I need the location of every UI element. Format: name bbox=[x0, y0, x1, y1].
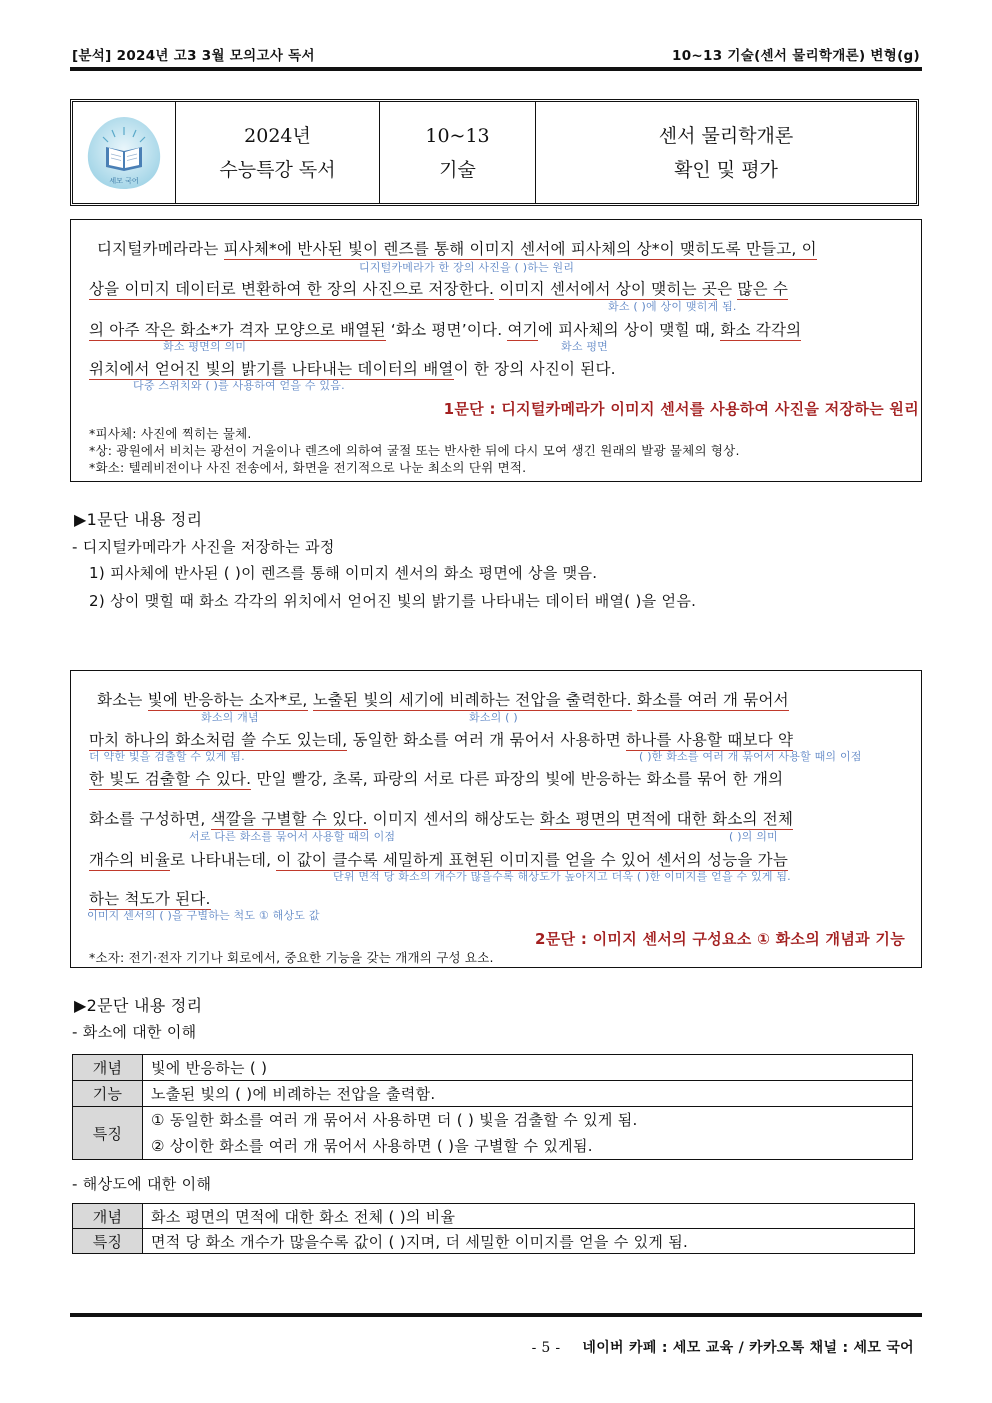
p1-note-3a: 화소 평면의 의미 bbox=[163, 340, 247, 353]
title-box bbox=[70, 99, 919, 206]
p1-underline: 이미지 센서에서 상이 맺히는 곳 bbox=[499, 280, 718, 298]
p2-line-1 bbox=[97, 688, 789, 710]
title-col-1-line-1: 2024년 bbox=[244, 124, 311, 147]
p1-text: 에 피사체의 상이 맺힐 때, bbox=[537, 321, 721, 339]
header-left: [분석] 2024년 고3 3월 모의고사 독서 bbox=[72, 48, 315, 64]
table-cell-line: ① 동일한 화소를 여러 개 묶어서 사용하면 더 ( ) 빛을 검출할 수 있게 됨. bbox=[151, 1111, 638, 1129]
p2-underline: 한 빛도 검출할 수 있다. bbox=[89, 770, 252, 788]
pixel-table bbox=[72, 1054, 913, 1160]
table-header-cell: 기능 bbox=[73, 1081, 143, 1107]
title-col-1 bbox=[176, 102, 380, 203]
table-row bbox=[73, 1081, 913, 1107]
p2-text: 로 나타내는데, bbox=[170, 851, 277, 869]
p1-note-2: 화소 ( )에 상이 맺히게 됨. bbox=[608, 300, 737, 313]
passage-1 bbox=[70, 219, 922, 482]
p2-note-5: 단위 면적 당 화소의 개수가 많을수록 해상도가 높아지고 더욱 ( )한 이미지를 얻을 수 있게 됨. bbox=[333, 870, 791, 883]
table-cell: 노출된 빛의 ( )에 비례하는 전압을 출력함. bbox=[143, 1081, 913, 1107]
p1-summary: 1문단 : 디지털카메라가 이미지 센서를 사용하여 사진을 저장하는 원리 bbox=[443, 400, 919, 418]
footer-rule bbox=[70, 1313, 922, 1317]
p2-text bbox=[308, 691, 313, 709]
resolution-table bbox=[72, 1203, 915, 1254]
p2-note-1a: 화소의 개념 bbox=[201, 711, 259, 724]
table-row bbox=[73, 1107, 913, 1160]
p2-underline: 색깔을 구별할 수 있다. bbox=[210, 810, 368, 828]
summary1-item-2: 2) 상이 맺힐 때 화소 각각의 위치에서 얻어진 빛의 밝기를 나타내는 데이터 배열( )을 얻음. bbox=[89, 592, 697, 610]
p1-text: 디지털카메라라는 bbox=[97, 240, 224, 258]
p2-note-1b: 화소의 ( ) bbox=[469, 711, 518, 724]
table-cell: 빛에 반응하는 ( ) bbox=[143, 1055, 913, 1081]
header-rule bbox=[70, 67, 922, 71]
table-header-cell: 특징 bbox=[73, 1229, 143, 1254]
p2-underline: 화소 평면의 면적에 대한 화소의 전체 bbox=[539, 810, 794, 828]
p1-footnote-1: *피사체: 사진에 찍히는 물체. bbox=[89, 426, 252, 441]
table-cell bbox=[143, 1107, 913, 1160]
p1-note-1: 디지털카메라가 한 장의 사진을 ( )하는 원리 bbox=[359, 261, 575, 274]
p2-text: 만일 빨강, 초록, 파랑의 서로 다른 파장의 빛에 반응하는 화소를 묶어 한 개의 bbox=[251, 770, 784, 788]
p2-underline: 개수의 비율 bbox=[89, 851, 170, 869]
p2-text: 이미지 센서의 해상도는 bbox=[367, 810, 540, 828]
p2-note-2b: ( )한 화소를 여러 개 묶어서 사용할 때의 이점 bbox=[639, 750, 862, 763]
table-header-cell: 개념 bbox=[73, 1204, 143, 1229]
p1-underline: 여기 bbox=[507, 321, 538, 339]
p2-footnote-1: *소자: 전기·전자 기기나 회로에서, 중요한 기능을 갖는 개개의 구성 요소. bbox=[89, 950, 494, 965]
table-row bbox=[73, 1055, 913, 1081]
p2-line-5 bbox=[89, 848, 788, 870]
p1-underline: 상을 이미지 데이터로 변환하여 한 장의 사진으로 저장한다. bbox=[89, 280, 495, 298]
summary2-sub-2: - 해상도에 대한 이해 bbox=[72, 1175, 212, 1193]
p1-line-2 bbox=[89, 277, 788, 299]
p1-text: 은 bbox=[717, 280, 738, 298]
p1-note-4: 다중 스위치와 ( )를 사용하여 얻을 수 있음. bbox=[133, 379, 345, 392]
summary1-item-1: 1) 피사체에 반사된 ( )이 렌즈를 통해 이미지 센서의 화소 평면에 상을 맺음. bbox=[89, 564, 598, 582]
p1-underline: 화소 각각의 bbox=[720, 321, 802, 339]
p1-line-1 bbox=[97, 237, 817, 259]
table-row bbox=[73, 1229, 915, 1254]
logo-cell bbox=[73, 102, 176, 203]
title-col-3-line-1: 센서 물리학개론 bbox=[658, 124, 794, 147]
summary1-heading: ▶1문단 내용 정리 bbox=[74, 510, 203, 529]
table-cell: 면적 당 화소 개수가 많을수록 값이 ( )지며, 더 세밀한 이미지를 얻을 수 있게 됨. bbox=[143, 1229, 915, 1254]
table-cell: 화소 평면의 면적에 대한 화소 전체 ( )의 비율 bbox=[143, 1204, 915, 1229]
passage-2 bbox=[70, 670, 922, 968]
p1-underline: 많은 수 bbox=[737, 280, 789, 298]
p2-text: 화소는 bbox=[97, 691, 148, 709]
p1-footnote-2: *상: 광원에서 비치는 광선이 거울이나 렌즈에 의하여 굴절 또는 반사한 뒤에 다시 모여 생긴 원래의 발광 물체의 형상. bbox=[89, 443, 740, 458]
p1-note-3b: 화소 평면 bbox=[561, 340, 609, 353]
page-number: - 5 - bbox=[531, 1340, 561, 1356]
p1-underline: 피사체*에 반사된 빛이 렌즈를 통해 이미지 센서에 피사체의 상*이 맺히도록 만들고, 이 bbox=[223, 240, 817, 258]
p2-underline: 빛에 반응하는 소자*로, bbox=[147, 691, 308, 709]
p2-line-4 bbox=[89, 807, 793, 829]
p2-underline: 마치 하나의 화소처럼 쓸 수도 있는데, bbox=[89, 731, 348, 749]
table-row bbox=[73, 1204, 915, 1229]
p2-note-4a: 서로 다른 화소를 묶어서 사용할 때의 이점 bbox=[189, 830, 396, 843]
p1-text: 이 한 장의 사진이 된다. bbox=[453, 360, 616, 378]
p2-underline: 하나를 사용할 때보다 약 bbox=[626, 731, 794, 749]
p1-text: ‘화소 평면’이다. bbox=[385, 321, 508, 339]
header-right: 10~13 기술(센서 물리학개론) 변형(g) bbox=[672, 48, 920, 64]
table-cell-line: ② 상이한 화소를 여러 개 묶어서 사용하면 ( )을 구별할 수 있게됨. bbox=[151, 1137, 593, 1155]
p2-line-3 bbox=[89, 767, 783, 789]
title-col-2 bbox=[380, 102, 536, 203]
title-col-1-line-2: 수능특강 독서 bbox=[219, 158, 336, 181]
title-col-2-line-2: 기술 bbox=[439, 158, 476, 181]
p2-line-2 bbox=[89, 728, 793, 750]
table-header-cell: 특징 bbox=[73, 1107, 143, 1160]
p2-note-2a: 더 약한 빛을 검출할 수 있게 됨. bbox=[89, 750, 245, 763]
title-col-3-line-2: 확인 및 평가 bbox=[674, 158, 778, 181]
p2-underline: 하는 척도가 된다. bbox=[89, 890, 211, 908]
p2-note-6: 이미지 센서의 ( )을 구별하는 척도 ① 해상도 값 bbox=[87, 909, 320, 922]
p2-underline: 노출된 빛의 세기에 비례하는 전압을 출력한다. bbox=[312, 691, 632, 709]
p2-underline: 화소를 여러 개 묶어서 bbox=[636, 691, 789, 709]
p2-note-4b: ( )의 의미 bbox=[729, 830, 778, 843]
p2-text: 동일한 화소를 여러 개 묶어서 사용하면 bbox=[347, 731, 627, 749]
p1-underline: 의 아주 작은 화소*가 격자 모양으로 배열된 bbox=[89, 321, 386, 339]
p2-underline: 이 값이 클수록 세밀하게 표현된 이미지를 얻을 수 있어 센서의 성능을 가늠 bbox=[276, 851, 789, 869]
p1-footnote-3: *화소: 텔레비전이나 사진 전송에서, 화면을 전기적으로 나눈 최소의 단위 면적. bbox=[89, 460, 527, 475]
summary1-sub: - 디지털카메라가 사진을 저장하는 과정 bbox=[72, 538, 335, 556]
p2-line-6 bbox=[89, 887, 211, 909]
footer bbox=[532, 1337, 914, 1357]
title-col-2-line-1: 10~13 bbox=[425, 124, 490, 147]
logo-caption: 세모 국어 bbox=[109, 176, 139, 185]
p1-line-4 bbox=[89, 357, 616, 379]
summary2-sub-1: - 화소에 대한 이해 bbox=[72, 1023, 197, 1041]
table-header-cell: 개념 bbox=[73, 1055, 143, 1081]
title-col-3 bbox=[536, 102, 916, 203]
book-logo-icon bbox=[84, 113, 164, 193]
p2-summary: 2문단 : 이미지 센서의 구성요소 ① 화소의 개념과 기능 bbox=[534, 930, 905, 948]
summary2-heading: ▶2문단 내용 정리 bbox=[74, 996, 203, 1015]
p1-line-3 bbox=[89, 318, 801, 340]
p2-text: 화소를 구성하면, bbox=[89, 810, 211, 828]
footer-text: 네이버 카페 : 세모 교육 / 카카오톡 채널 : 세모 국어 bbox=[582, 1340, 914, 1356]
p1-underline: 위치에서 얻어진 빛의 밝기를 나타내는 데이터의 배열 bbox=[89, 360, 454, 378]
